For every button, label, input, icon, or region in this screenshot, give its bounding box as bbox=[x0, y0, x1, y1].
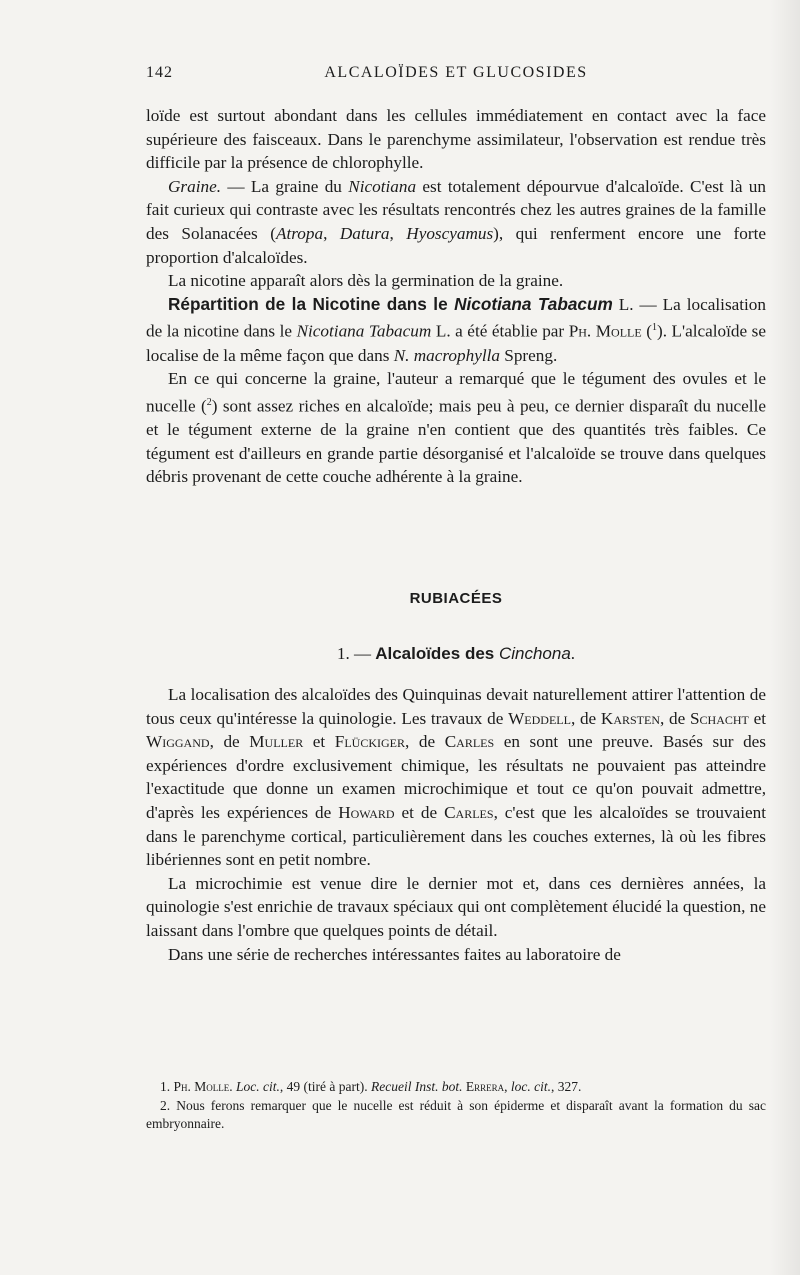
paragraph-heading: Répartition de la Nicotine dans le Nicotiana Tabacum bbox=[168, 293, 613, 314]
page-edge-shadow bbox=[770, 0, 800, 1275]
footnote-ref: 1 bbox=[651, 322, 657, 334]
footnotes bbox=[146, 1078, 766, 1134]
paragraph-graine: Graine. — La graine du Nicotiana est totalement dépourvue d'alcaloïde. C'est là un fait curieux qui contraste avec les résultats rencontrés chez les autres graines de la famille des Solanacées (Atropa, Datura, Hyoscyamus), qui renferment encore une forte proportion d'alcaloïdes. bbox=[146, 176, 766, 267]
paragraph: La microchimie est venue dire le dernier mot et, dans ces dernières années, la quinologie s'est enrichie de travaux spéciaux qui ont complètement élucidé la question, ne laissant dans l'ombre que quelques points de détail. bbox=[146, 873, 766, 940]
paragraph: Dans une série de recherches intéressantes faites au laboratoire de bbox=[168, 944, 621, 964]
section-title: RUBIACÉES bbox=[409, 590, 503, 607]
subsection-title: 1. — Alcaloïdes des Cinchona. bbox=[336, 644, 576, 663]
footnote-ref: 2 bbox=[206, 396, 212, 408]
page-number: 142 bbox=[146, 64, 173, 81]
paragraph-repartition: Répartition de la Nicotine dans le Nicotiana Tabacum L. — La localisation de la nicotine dans le Nicotiana Tabacum L. a été établie par Ph. Molle ($^1$). L'alcaloïde se localise de la même façon que dans N. macrophylla Spreng. bbox=[146, 293, 766, 365]
text-block-top bbox=[146, 104, 766, 489]
running-title: ALCALOÏDES ET GLUCOSIDES bbox=[324, 64, 588, 81]
footnote-2: 2. Nous ferons remarquer que le nucelle est réduit à son épiderme et disparaît avant la formation du sac embryonnaire. bbox=[146, 1097, 766, 1131]
paragraph: En ce qui concerne la graine, l'auteur a remarqué que le tégument des ovules et le nucelle ($^2$) sont assez riches en alcaloïde; mais peu à peu, ce dernier disparaît du nucelle et le tégument externe de la graine n'en contient que des quantités très faibles. Ce tégument est d'ailleurs en grande partie désorganisé et l'alcaloïde se trouve dans quelques débris provenant de cette couche adhérente à la graine. bbox=[146, 369, 766, 487]
paragraph-label: Graine. bbox=[168, 176, 221, 196]
text-block-bottom bbox=[146, 683, 766, 966]
page-header bbox=[146, 64, 766, 90]
footnote-1: 1. Ph. Molle. Loc. cit., 49 (tiré à part). Recueil Inst. bot. Errera, loc. cit., 327. bbox=[160, 1079, 582, 1094]
paragraph: loïde est surtout abondant dans les cellules immédiatement en contact avec la face supérieure des faisceaux. Dans le parenchyme assimilateur, l'observation est rendue très difficile par la présence de chlorophylle. bbox=[146, 106, 766, 173]
paragraph: La nicotine apparaît alors dès la germination de la graine. bbox=[168, 271, 564, 291]
paragraph: La localisation des alcaloïdes des Quinquinas devait naturellement attirer l'attention de tous ceux qu'intéresse la quinologie. Les travaux de Weddell, de Karsten, de Schacht et Wiggand, de Muller et Flückiger, de Carles en sont une preuve. Basés sur des expériences d'ordre exclusivement chimique, les résultats ne pouvaient pas atteindre l'exactitude que donne un examen microchimique et tout ce qu'on pouvait admettre, d'après les expériences de Howard et de Carles, c'est que les alcaloïdes se trouvaient dans le parenchyme cortical, particulièrement dans les couches externes, là où les fibres libériennes sont en petit nombre. bbox=[146, 685, 767, 870]
